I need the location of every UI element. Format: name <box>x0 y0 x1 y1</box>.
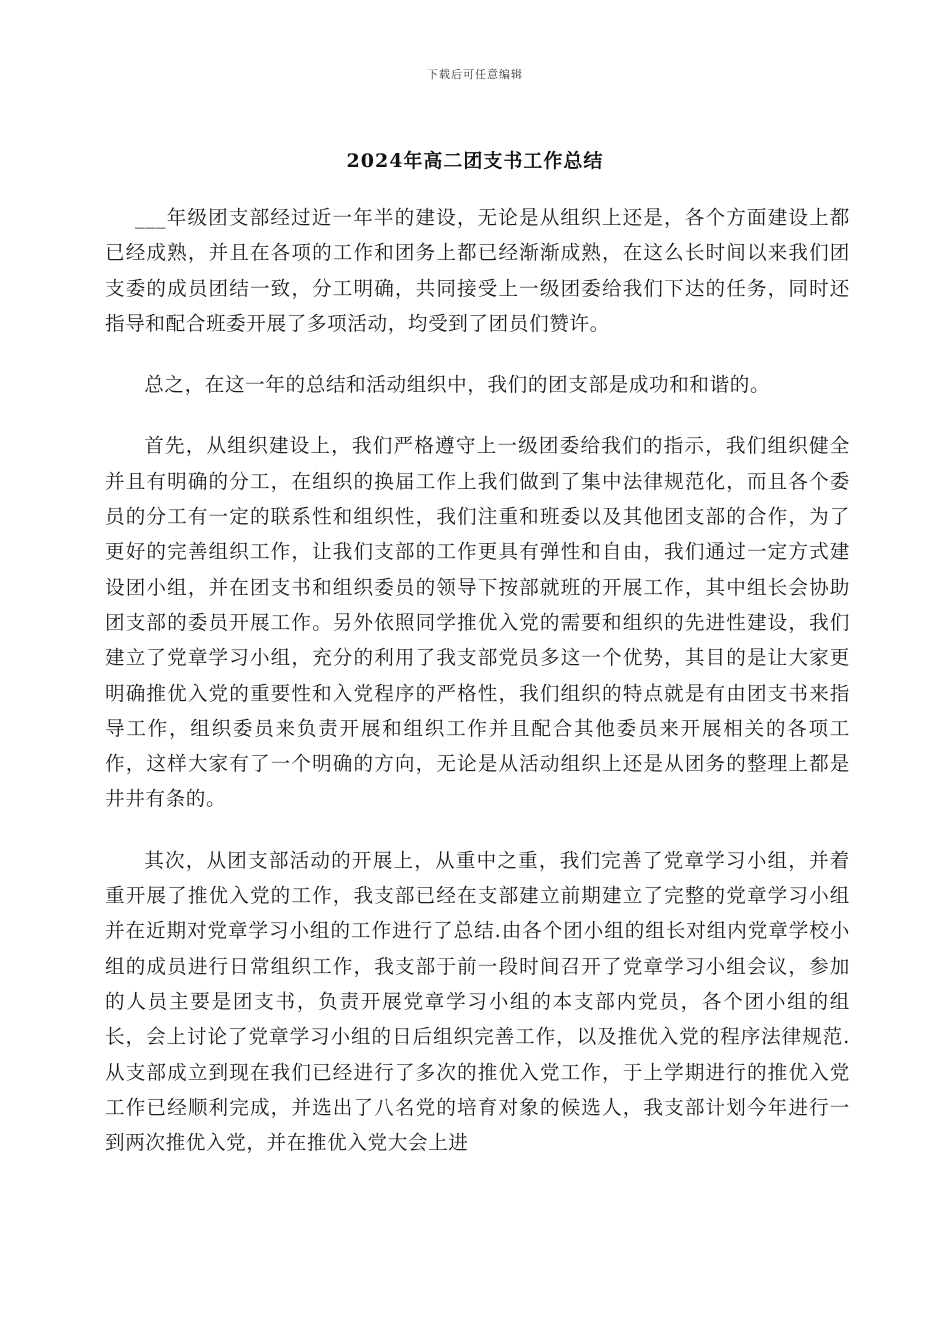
paragraph-intro: ___年级团支部经过近一年半的建设，无论是从组织上还是，各个方面建设上都已经成熟，并且在各项的工作和团务上都已经渐渐成熟，在这么长时间以来我们团支委的成员团结一致，分工明确，共同接受上一级团委给我们下达的任务，同时还指导和配合班委开展了多项活动，均受到了团员们赞许。 <box>105 206 850 335</box>
paragraph-activities: 其次，从团支部活动的开展上，从重中之重，我们完善了党章学习小组，并着重开展了推优入党的工作，我支部已经在支部建立前期建立了完整的党章学习小组并在近期对党章学习小组的工作进行了总结.由各个团小组的组长对组内党章学校小组的成员进行日常组织工作，我支部于前一段时间召开了党章学习小组会议，参加的人员主要是团支书，负责开展党章学习小组的本支部内党员，各个团小组的组长，会上讨论了党章学习小组的日后组织完善工作，以及推优入党的程序法律规范. 从支部成立到现在我们已经进行了多次的推优入党工作，于上学期进行的推优入党工作已经顺利完成，并选出了八名党的培育对象的候选人，我支部计划今年进行一到两次推优入党，并在推优入党大会上进 <box>105 848 850 1155</box>
paragraph-summary: 总之，在这一年的总结和活动组织中，我们的团支部是成功和和谐的。 <box>144 373 771 397</box>
header-note: 下载后可任意编辑 <box>427 68 523 81</box>
paragraph-organization: 首先，从组织建设上，我们严格遵守上一级团委给我们的指示，我们组织健全并且有明确的分工，在组织的换届工作上我们做到了集中法律规范化，而且各个委员的分工有一定的联系性和组织性，我们注重和班委以及其他团支部的合作，为了更好的完善组织工作，让我们支部的工作更具有弹性和自由，我们通过一定方式建设团小组，并在团支书和组织委员的领导下按部就班的开展工作，其中组长会协助团支部的委员开展工作。另外依照同学推优入党的需要和组织的先进性建设，我们建立了党章学习小组，充分的利用了我支部党员多这一个优势，其目的是让大家更明确推优入党的重要性和入党程序的严格性，我们组织的特点就是有由团支书来指导工作，组织委员来负责开展和组织工作并且配合其他委员来开展相关的各项工作，这样大家有了一个明确的方向，无论是从活动组织上还是从团务的整理上都是井井有条的。 <box>105 434 850 811</box>
document-title: 2024年高二团支书工作总结 <box>346 150 604 172</box>
document-body <box>105 200 850 1186</box>
